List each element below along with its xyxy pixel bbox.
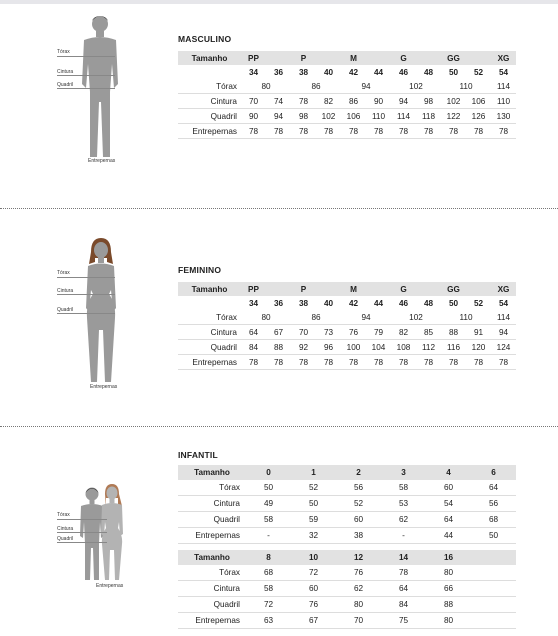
value-cell: 78: [241, 124, 266, 139]
value-cell: 98: [416, 94, 441, 109]
size-cell: 48: [423, 298, 434, 308]
size-cell: 36: [273, 67, 284, 77]
value-cell: 78: [291, 355, 316, 370]
value-cell: 114: [391, 109, 416, 124]
size-cell: 34: [248, 298, 259, 308]
value-cell: 70: [336, 613, 381, 629]
value-cell: 56: [471, 496, 516, 512]
header-cell: 12: [336, 550, 381, 565]
cintura-guide: [57, 532, 107, 533]
separator-dotted: [0, 426, 558, 427]
value-cell: 64: [381, 581, 426, 597]
torax-label: Tórax: [57, 270, 70, 276]
value-cell: 70: [291, 325, 316, 340]
header-cell: 10: [291, 550, 336, 565]
value-cell: 78: [391, 124, 416, 139]
value-cell: 78: [341, 355, 366, 370]
women-quadril-row: [178, 340, 516, 355]
value-cell: 78: [341, 124, 366, 139]
value-cell: 72: [246, 597, 291, 613]
value-cell: 90: [366, 94, 391, 109]
value-cell: 38: [336, 528, 381, 544]
kids-entrepernas-row: [178, 528, 516, 544]
row-label: Cintura: [178, 94, 241, 109]
row-label: Entrepernas: [178, 124, 241, 139]
value-cell: 78: [381, 565, 426, 581]
kids-entrepernas-row-2: [178, 613, 516, 629]
men-header-row: [178, 51, 516, 65]
value-cell: 76: [336, 565, 381, 581]
header-cell: 8: [246, 550, 291, 565]
value-cell: 102: [316, 109, 341, 124]
header-cell: [416, 51, 441, 65]
header-cell: 4: [426, 465, 471, 480]
size-cell: 34: [248, 67, 259, 77]
size-cell: 44: [373, 298, 384, 308]
size-cell: 38: [298, 67, 309, 77]
kids-cintura-row: [178, 496, 516, 512]
value-cell: 116: [441, 340, 466, 355]
header-cell: 2: [336, 465, 381, 480]
kids-figure: [74, 484, 130, 584]
value-cell: 67: [266, 325, 291, 340]
size-cell: 48: [423, 67, 434, 77]
women-figure: [76, 238, 126, 386]
value-cell: 64: [471, 480, 516, 496]
value-cell: 50: [291, 496, 336, 512]
header-cell: P: [291, 282, 316, 296]
header-cell: PP: [241, 51, 266, 65]
value-cell: 73: [316, 325, 341, 340]
value-cell: 68: [246, 565, 291, 581]
header-cell: 14: [381, 550, 426, 565]
value-cell: 78: [316, 124, 341, 139]
value-cell: [471, 565, 516, 581]
kids-torax-row-2: [178, 565, 516, 581]
value-cell: 53: [381, 496, 426, 512]
value-cell: 112: [416, 340, 441, 355]
row-label: Quadril: [178, 340, 241, 355]
value-cell: 84: [381, 597, 426, 613]
value-cell: 78: [441, 124, 466, 139]
value-cell: 78: [391, 355, 416, 370]
value-cell: 78: [266, 124, 291, 139]
torax-label: Tórax: [57, 49, 70, 55]
size-cell: 40: [323, 67, 334, 77]
value-cell: 94: [266, 109, 291, 124]
kids-quadril-row: [178, 512, 516, 528]
value-cell: 62: [381, 512, 426, 528]
men-quadril-row: [178, 109, 516, 124]
row-label: Tórax: [178, 565, 246, 581]
separator-dotted: [0, 208, 558, 209]
size-cell: 42: [348, 67, 359, 77]
header-cell: XG: [491, 282, 516, 296]
men-entrepernas-row: [178, 124, 516, 139]
value-cell: 32: [291, 528, 336, 544]
value-cell: 78: [416, 355, 441, 370]
size-cell: 44: [373, 67, 384, 77]
value-cell: 126: [466, 109, 491, 124]
header-cell: [466, 51, 491, 65]
value-cell: 56: [336, 480, 381, 496]
men-size-table: [178, 51, 516, 139]
header-cell: [266, 282, 291, 296]
entrepernas-label: Entrepernas: [88, 158, 116, 164]
kids-header-row-2: [178, 550, 516, 565]
size-cell: 42: [348, 298, 359, 308]
size-cell: 50: [448, 298, 459, 308]
women-sizes-row: [178, 296, 516, 310]
quadril-label: Quadril: [57, 307, 74, 313]
size-cell: 52: [473, 298, 484, 308]
header-cell: G: [391, 51, 416, 65]
value-cell: 86: [341, 94, 366, 109]
value-cell: 122: [441, 109, 466, 124]
size-cell: 40: [323, 298, 334, 308]
size-cell: 46: [398, 67, 409, 77]
value-cell: 78: [241, 355, 266, 370]
header-cell: [366, 51, 391, 65]
value-cell: 102: [391, 310, 441, 325]
value-cell: 78: [416, 124, 441, 139]
value-cell: 114: [491, 310, 516, 325]
row-label: Quadril: [178, 109, 241, 124]
value-cell: 110: [441, 79, 491, 94]
value-cell: 94: [341, 310, 391, 325]
header-cell: [416, 282, 441, 296]
value-cell: 60: [291, 581, 336, 597]
row-label: Cintura: [178, 496, 246, 512]
value-cell: 102: [441, 94, 466, 109]
value-cell: 110: [366, 109, 391, 124]
value-cell: 110: [491, 94, 516, 109]
value-cell: 68: [471, 512, 516, 528]
value-cell: 130: [491, 109, 516, 124]
row-label: Quadril: [178, 597, 246, 613]
value-cell: 100: [341, 340, 366, 355]
header-cell: XG: [491, 51, 516, 65]
value-cell: 98: [291, 109, 316, 124]
quadril-label: Quadril: [57, 536, 74, 542]
value-cell: 60: [426, 480, 471, 496]
header-cell: M: [341, 51, 366, 65]
kids-cintura-row-2: [178, 581, 516, 597]
value-cell: 78: [366, 124, 391, 139]
size-cell: 54: [498, 67, 509, 77]
value-cell: 96: [316, 340, 341, 355]
header-cell: [366, 282, 391, 296]
value-cell: 110: [441, 310, 491, 325]
value-cell: 80: [241, 310, 291, 325]
women-section: [0, 210, 558, 425]
men-torax-row: [178, 79, 516, 94]
value-cell: 78: [441, 355, 466, 370]
kids-title: INFANTIL: [178, 450, 218, 460]
kids-quadril-row-2: [178, 597, 516, 613]
value-cell: 70: [241, 94, 266, 109]
value-cell: [471, 613, 516, 629]
value-cell: 78: [291, 94, 316, 109]
header-cell: [316, 51, 341, 65]
value-cell: 62: [336, 581, 381, 597]
value-cell: 44: [426, 528, 471, 544]
value-cell: -: [246, 528, 291, 544]
value-cell: 78: [491, 355, 516, 370]
value-cell: 76: [341, 325, 366, 340]
value-cell: 80: [426, 565, 471, 581]
value-cell: 86: [291, 79, 341, 94]
header-cell: 3: [381, 465, 426, 480]
women-cintura-row: [178, 325, 516, 340]
cintura-guide: [57, 294, 115, 295]
value-cell: 114: [491, 79, 516, 94]
value-cell: 82: [391, 325, 416, 340]
header-cell: P: [291, 51, 316, 65]
header-cell: 0: [246, 465, 291, 480]
row-label: Entrepernas: [178, 613, 246, 629]
header-cell: 6: [471, 465, 516, 480]
size-cell: 50: [448, 67, 459, 77]
value-cell: 75: [381, 613, 426, 629]
value-cell: 104: [366, 340, 391, 355]
value-cell: 86: [291, 310, 341, 325]
entrepernas-label: Entrepernas: [90, 384, 118, 390]
row-label: Entrepernas: [178, 355, 241, 370]
value-cell: -: [381, 528, 426, 544]
kids-torax-row: [178, 480, 516, 496]
value-cell: 108: [391, 340, 416, 355]
row-label: Cintura: [178, 325, 241, 340]
value-cell: 102: [391, 79, 441, 94]
men-sizes-row: [178, 65, 516, 79]
men-figure: [72, 12, 128, 162]
value-cell: 58: [246, 512, 291, 528]
header-cell: [266, 51, 291, 65]
kids-size-table: [178, 465, 516, 629]
value-cell: 49: [246, 496, 291, 512]
value-cell: 63: [246, 613, 291, 629]
value-cell: 91: [466, 325, 491, 340]
value-cell: 118: [416, 109, 441, 124]
value-cell: 84: [241, 340, 266, 355]
quadril-guide: [57, 313, 115, 314]
women-header-row: [178, 282, 516, 296]
value-cell: 124: [491, 340, 516, 355]
header-cell: M: [341, 282, 366, 296]
header-cell: Tamanho: [178, 51, 241, 65]
cintura-label: Cintura: [57, 69, 74, 75]
value-cell: 64: [426, 512, 471, 528]
value-cell: 72: [291, 565, 336, 581]
header-cell: [466, 282, 491, 296]
value-cell: 60: [336, 512, 381, 528]
kids-header-row: [178, 465, 516, 480]
header-cell: GG: [441, 282, 466, 296]
value-cell: 52: [291, 480, 336, 496]
value-cell: 74: [266, 94, 291, 109]
header-cell: G: [391, 282, 416, 296]
value-cell: 78: [316, 355, 341, 370]
value-cell: 85: [416, 325, 441, 340]
size-cell: 46: [398, 298, 409, 308]
value-cell: 94: [491, 325, 516, 340]
men-title: MASCULINO: [178, 34, 232, 44]
value-cell: 58: [381, 480, 426, 496]
header-cell: Tamanho: [178, 550, 246, 565]
women-size-table: [178, 282, 516, 370]
empty-cell: [178, 296, 241, 310]
header-cell: Tamanho: [178, 282, 241, 296]
value-cell: 88: [426, 597, 471, 613]
torax-label: Tórax: [57, 512, 70, 518]
value-cell: 79: [366, 325, 391, 340]
value-cell: 78: [366, 355, 391, 370]
torax-guide: [57, 519, 107, 520]
women-entrepernas-row: [178, 355, 516, 370]
cintura-label: Cintura: [57, 526, 74, 532]
men-section: [0, 0, 558, 205]
row-label: Quadril: [178, 512, 246, 528]
value-cell: 94: [341, 79, 391, 94]
value-cell: 78: [266, 355, 291, 370]
value-cell: 59: [291, 512, 336, 528]
value-cell: 90: [241, 109, 266, 124]
value-cell: 78: [291, 124, 316, 139]
entrepernas-label: Entrepernas: [96, 583, 124, 589]
empty-cell: [178, 65, 241, 79]
value-cell: 80: [241, 79, 291, 94]
header-cell: Tamanho: [178, 465, 246, 480]
value-cell: 106: [341, 109, 366, 124]
value-cell: 50: [471, 528, 516, 544]
header-cell: 16: [426, 550, 471, 565]
value-cell: 52: [336, 496, 381, 512]
quadril-guide: [57, 88, 115, 89]
value-cell: 66: [426, 581, 471, 597]
value-cell: 50: [246, 480, 291, 496]
women-title: FEMININO: [178, 265, 222, 275]
quadril-label: Quadril: [57, 82, 74, 88]
row-label: Tórax: [178, 480, 246, 496]
value-cell: 78: [466, 355, 491, 370]
value-cell: 106: [466, 94, 491, 109]
quadril-guide: [57, 542, 107, 543]
value-cell: 80: [426, 613, 471, 629]
value-cell: 54: [426, 496, 471, 512]
row-label: Cintura: [178, 581, 246, 597]
men-cintura-row: [178, 94, 516, 109]
header-cell: [471, 550, 516, 565]
header-cell: [316, 282, 341, 296]
value-cell: 94: [391, 94, 416, 109]
size-cell: 36: [273, 298, 284, 308]
value-cell: 88: [441, 325, 466, 340]
value-cell: [471, 597, 516, 613]
row-label: Entrepernas: [178, 528, 246, 544]
torax-guide: [57, 277, 115, 278]
value-cell: 80: [336, 597, 381, 613]
kids-section: [0, 428, 558, 636]
women-torax-row: [178, 310, 516, 325]
value-cell: [471, 581, 516, 597]
header-cell: 1: [291, 465, 336, 480]
cintura-guide: [57, 75, 115, 76]
value-cell: 92: [291, 340, 316, 355]
row-label: Tórax: [178, 79, 241, 94]
value-cell: 120: [466, 340, 491, 355]
value-cell: 78: [466, 124, 491, 139]
size-cell: 38: [298, 298, 309, 308]
value-cell: 67: [291, 613, 336, 629]
header-cell: PP: [241, 282, 266, 296]
value-cell: 78: [491, 124, 516, 139]
value-cell: 76: [291, 597, 336, 613]
torax-guide: [57, 56, 115, 57]
size-cell: 52: [473, 67, 484, 77]
value-cell: 88: [266, 340, 291, 355]
cintura-label: Cintura: [57, 288, 74, 294]
value-cell: 82: [316, 94, 341, 109]
header-cell: GG: [441, 51, 466, 65]
value-cell: 58: [246, 581, 291, 597]
row-label: Tórax: [178, 310, 241, 325]
size-cell: 54: [498, 298, 509, 308]
value-cell: 64: [241, 325, 266, 340]
